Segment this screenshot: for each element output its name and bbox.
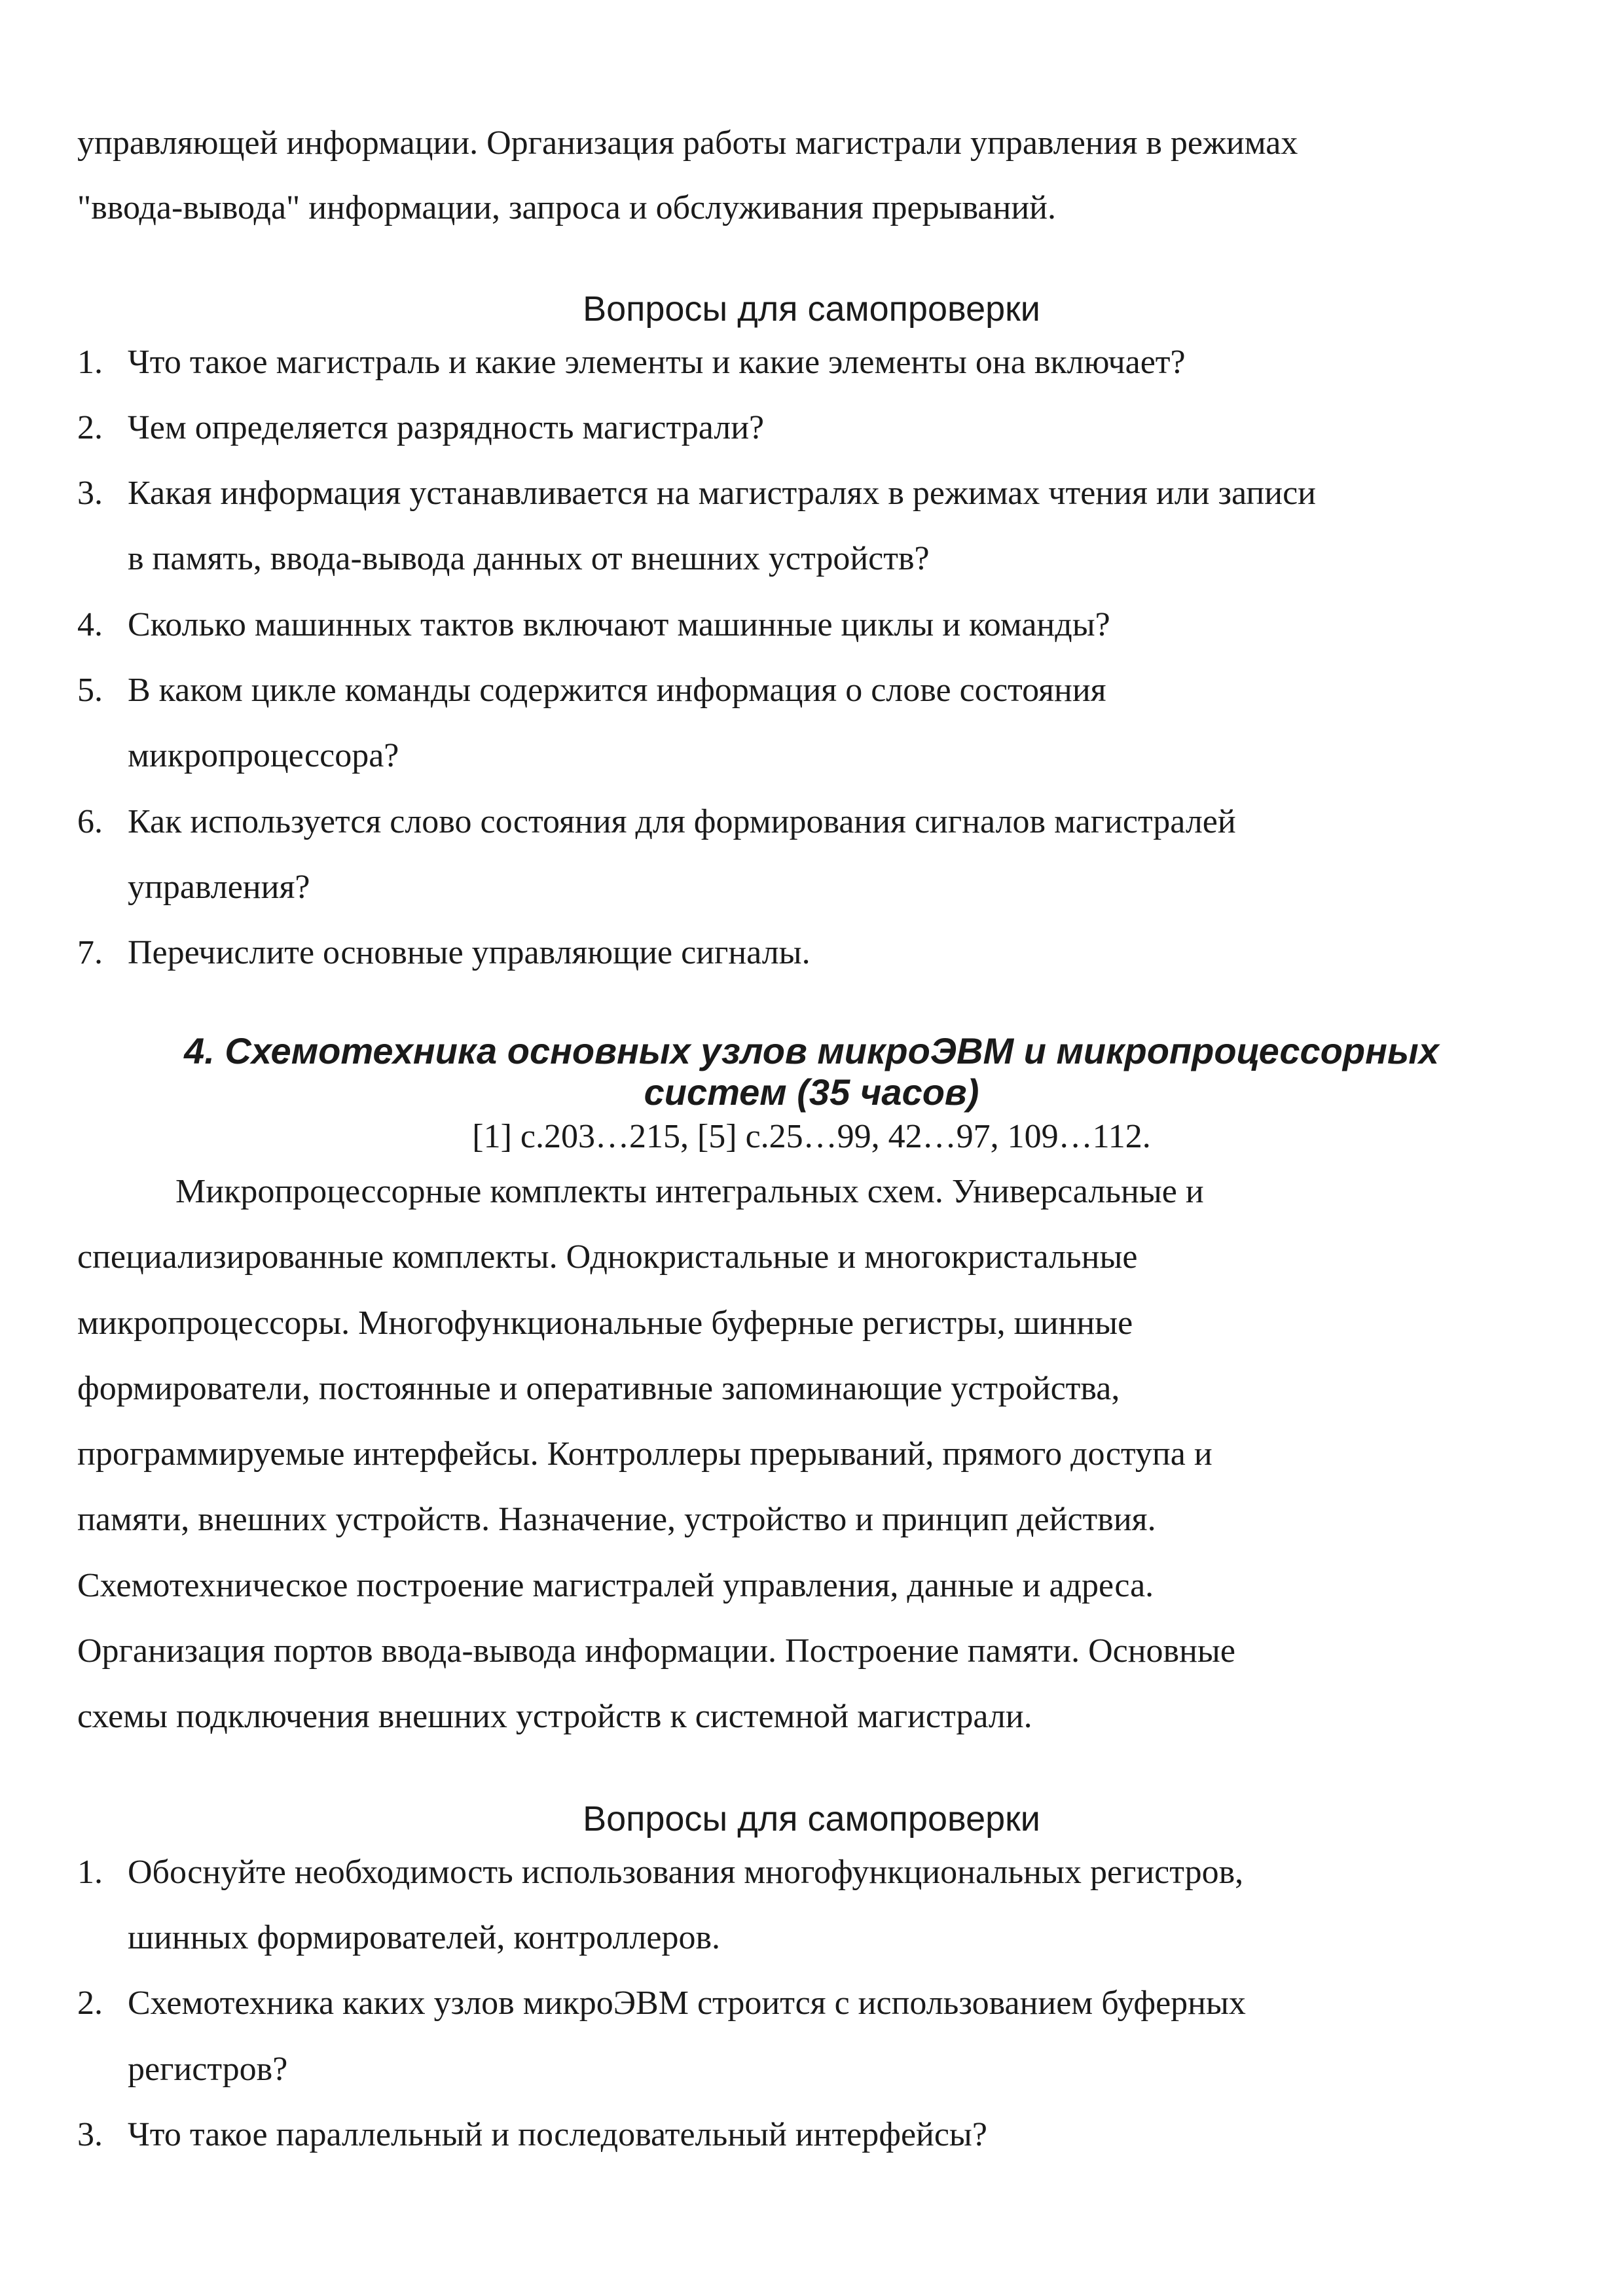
questions2-heading: Вопросы для самопроверки <box>583 1799 1040 1839</box>
section4-body-line-8: Организация портов ввода-вывода информации. Построение памяти. Основные <box>77 1632 1235 1670</box>
q1-item-1-text: Что такое магистраль и какие элементы и какие элементы она включает? <box>128 344 1186 381</box>
section4-body-line-5: программируемые интерфейсы. Контроллеры прерываний, прямого доступа и <box>77 1435 1213 1473</box>
q1-item-5-text-line-2: микропроцессора? <box>128 737 399 774</box>
q1-item-2-number: 2. <box>77 409 103 446</box>
q1-item-6-number: 6. <box>77 803 103 840</box>
section4-body-line-7: Схемотехническое построение магистралей управления, данные и адреса. <box>77 1567 1154 1604</box>
q1-item-6-text-line-2: управления? <box>128 869 310 906</box>
section4-body-line-1: Микропроцессорные комплекты интегральных схем. Универсальные и <box>175 1173 1204 1210</box>
q2-item-3-text: Что такое параллельный и последовательный интерфейсы? <box>128 2116 987 2153</box>
intro-line-2: "ввода-вывода" информации, запроса и обслуживания прерываний. <box>77 189 1056 226</box>
q1-item-5-number: 5. <box>77 672 103 709</box>
q1-item-4-text: Сколько машинных тактов включают машинные циклы и команды? <box>128 606 1110 643</box>
section4-body-line-4: формирователи, постоянные и оперативные запоминающие устройства, <box>77 1370 1120 1407</box>
q1-item-7-text: Перечислите основные управляющие сигналы. <box>128 934 811 971</box>
q1-item-3-text-line-2: в память, ввода-вывода данных от внешних устройств? <box>128 540 930 577</box>
q2-item-1-number: 1. <box>77 1854 103 1891</box>
q1-item-1-number: 1. <box>77 344 103 381</box>
section4-body-line-2: специализированные комплекты. Однокристальные и многокристальные <box>77 1238 1138 1276</box>
intro-line-1: управляющей информации. Организация работы магистрали управления в режимах <box>77 124 1298 162</box>
q1-item-6-text-line-1: Как используется слово состояния для формирования сигналов магистралей <box>128 803 1236 840</box>
q1-item-4-number: 4. <box>77 606 103 643</box>
section4-title-line-2: систем (35 часов) <box>644 1071 979 1113</box>
q2-item-1-text-line-2: шинных формирователей, контроллеров. <box>128 1919 721 1956</box>
q2-item-2-text-line-2: регистров? <box>128 2051 288 2088</box>
section4-body-line-9: схемы подключения внешних устройств к системной магистрали. <box>77 1698 1032 1735</box>
q2-item-3-number: 3. <box>77 2116 103 2153</box>
q1-item-3-text-line-1: Какая информация устанавливается на магистралях в режимах чтения или записи <box>128 475 1316 512</box>
q1-item-3-number: 3. <box>77 475 103 512</box>
q1-item-5-text-line-1: В каком цикле команды содержится информация о слове состояния <box>128 672 1106 709</box>
section4-body-line-6: памяти, внешних устройств. Назначение, устройство и принцип действия. <box>77 1501 1156 1538</box>
questions1-heading: Вопросы для самопроверки <box>583 289 1040 329</box>
q1-item-2-text: Чем определяется разрядность магистрали? <box>128 409 765 446</box>
q2-item-2-text-line-1: Схемотехника каких узлов микроЭВМ строится с использованием буферных <box>128 1984 1246 2022</box>
section4-reference: [1] с.203…215, [5] с.25…99, 42…97, 109…112. <box>472 1118 1151 1155</box>
section4-title-line-1: 4. Схемотехника основных узлов микроЭВМ и микропроцессорных <box>184 1030 1439 1071</box>
q2-item-2-number: 2. <box>77 1984 103 2022</box>
section4-body-line-3: микропроцессоры. Многофункциональные буферные регистры, шинные <box>77 1304 1133 1342</box>
q2-item-1-text-line-1: Обоснуйте необходимость использования многофункциональных регистров, <box>128 1854 1244 1891</box>
q1-item-7-number: 7. <box>77 934 103 971</box>
